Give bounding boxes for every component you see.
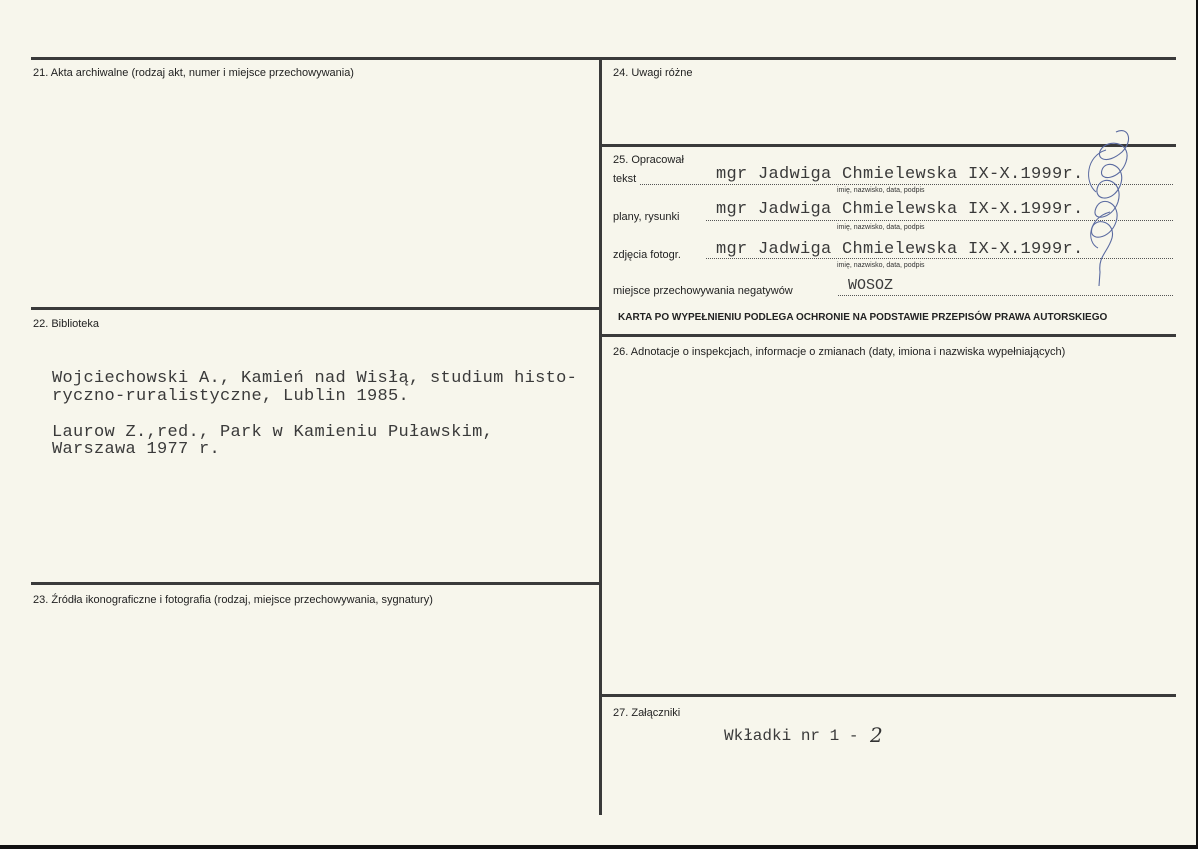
attachments-handwritten-number: 2 xyxy=(870,723,883,747)
field-tekst-label: tekst xyxy=(613,173,637,185)
section-23-label: 23. Źródła ikonograficzne i fotografia (rodzaj, miejsce przechowywania, sygnatury) xyxy=(33,594,433,606)
section-27-label: 27. Załączniki xyxy=(613,707,681,719)
rule-21-22 xyxy=(31,307,600,310)
section-21-label: 21. Akta archiwalne (rodzaj akt, numer i miejsce przechowywania) xyxy=(33,67,354,79)
negatives-dots xyxy=(838,295,1173,296)
rule-25-26 xyxy=(600,334,1176,337)
bibliography-entry-2-line1: Laurow Z.,red., Park w Kamieniu Puławskim, xyxy=(52,423,494,442)
center-divider xyxy=(599,57,602,815)
handwritten-signature xyxy=(1076,122,1142,292)
attachments-value: Wkładki nr 1 - xyxy=(724,727,859,745)
rule-22-23 xyxy=(31,582,600,585)
top-rule xyxy=(31,57,1176,60)
section-22-label: 22. Biblioteka xyxy=(33,318,100,330)
section-24-label: 24. Uwagi różne xyxy=(613,67,693,79)
section-25-label: 25. Opracował xyxy=(613,154,684,166)
field-plany-value: mgr Jadwiga Chmielewska IX-X.1999r. xyxy=(716,200,1084,219)
field-zdjecia-caption: imię, nazwisko, data, podpis xyxy=(837,262,925,269)
field-zdjecia-value: mgr Jadwiga Chmielewska IX-X.1999r. xyxy=(716,240,1084,259)
field-plany-label: plany, rysunki xyxy=(613,211,680,223)
field-zdjecia-label: zdjęcia fotogr. xyxy=(613,249,681,261)
negatives-value: WOSOZ xyxy=(848,277,894,294)
negatives-label: miejsce przechowywania negatywów xyxy=(613,285,793,297)
bibliography-entry-1-line1: Wojciechowski A., Kamień nad Wisłą, studium histo- xyxy=(52,369,578,388)
bibliography-entry-1-line2: ryczno-ruralistyczne, Lublin 1985. xyxy=(52,387,410,406)
field-tekst-value: mgr Jadwiga Chmielewska IX-X.1999r. xyxy=(716,165,1084,184)
field-tekst-caption: imię, nazwisko, data, podpis xyxy=(837,187,925,194)
rule-26-27 xyxy=(600,694,1176,697)
copyright-notice: KARTA PO WYPEŁNIENIU PODLEGA OCHRONIE NA PODSTAWIE PRZEPISÓW PRAWA AUTORSKIEGO xyxy=(618,312,1108,323)
bibliography-entry-2-line2: Warszawa 1977 r. xyxy=(52,440,221,459)
field-plany-caption: imię, nazwisko, data, podpis xyxy=(837,224,925,231)
section-26-label: 26. Adnotacje o inspekcjach, informacje o zmianach (daty, imiona i nazwiska wypełniających) xyxy=(613,346,1066,358)
